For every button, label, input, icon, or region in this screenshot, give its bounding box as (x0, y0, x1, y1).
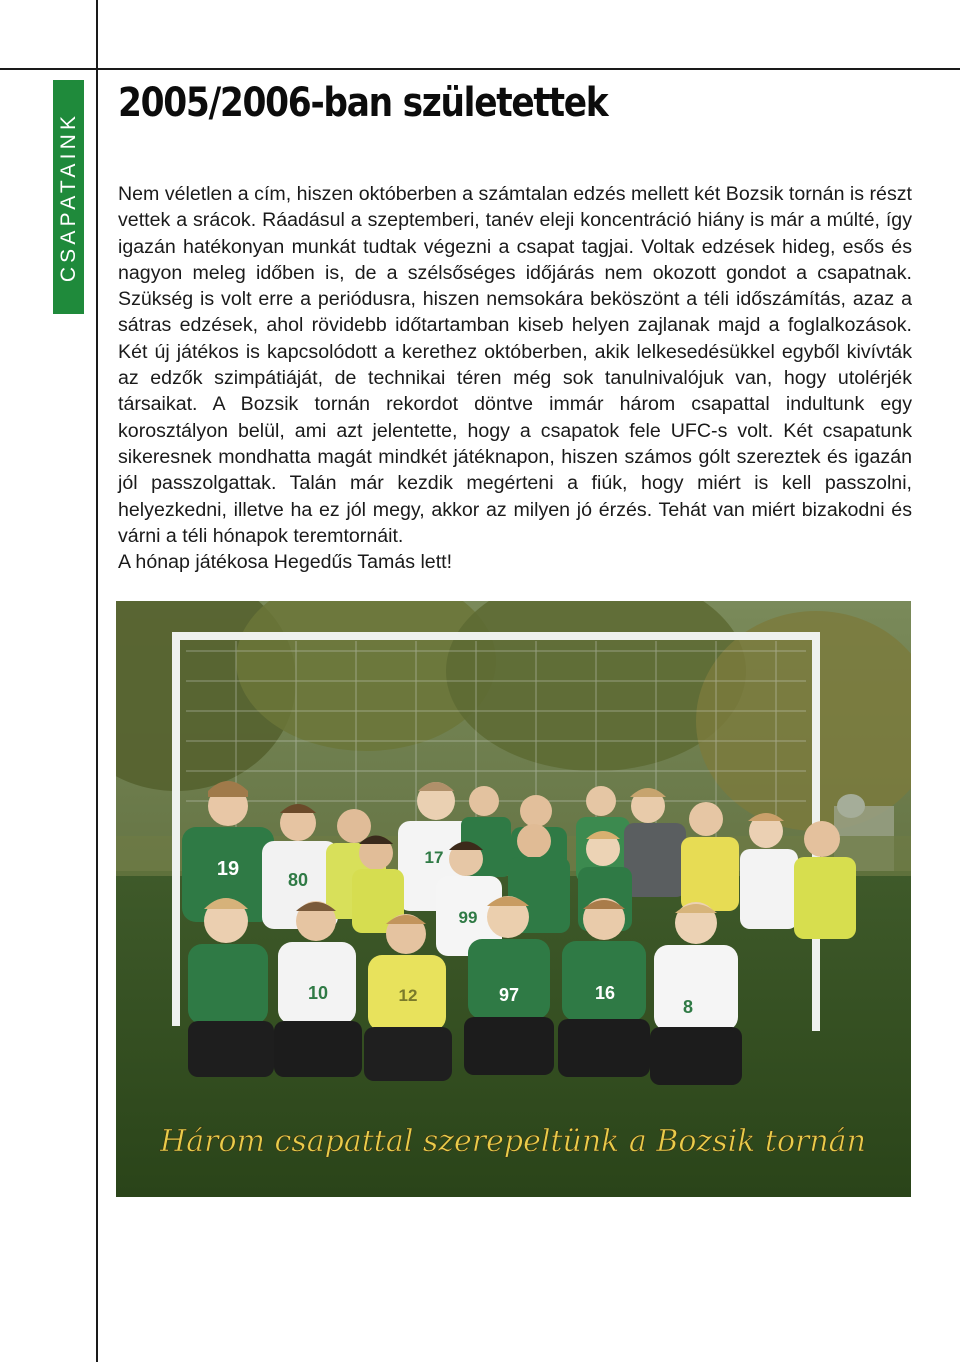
shirt-number: 16 (594, 983, 616, 1003)
shirt-number: 8 (682, 997, 694, 1017)
team-photo (116, 601, 911, 1197)
article-title: 2005/2006-ban születettek (118, 80, 608, 126)
shirt-number: 12 (398, 986, 418, 1005)
article-body (118, 181, 912, 575)
shirt-number: 17 (424, 848, 444, 867)
margin-rule-vertical (96, 0, 98, 1362)
player-of-month-line: A hónap játékosa Hegedűs Tamás lett! (118, 551, 453, 574)
section-tab-label: CSAPATAINK (56, 111, 80, 283)
shirt-number: 19 (216, 858, 240, 880)
shirt-number: 99 (458, 908, 478, 927)
shirt-number: 10 (307, 983, 329, 1003)
photo-caption: Három csapattal szerepeltünk a Bozsik tornán (160, 1124, 866, 1159)
shirt-number: 97 (498, 985, 520, 1005)
article-paragraph: Nem véletlen a cím, hiszen októberben a számtalan edzés mellett két Bozsik tornán is részt vettek a srácok. Ráadásul a szeptemberi, tanév eleji koncentráció hiány is már a múlté, így igazán hatékonyan munkát tudtak végezni a csapat tagjai. Voltak edzések hideg, esős és nagyon meleg időben is, de a szélsőséges időjárás nem okozott gondot a csapatnak. Szükség is volt erre a periódusra, hiszen nemsokára beköszönt a téli időszámítás, azaz a sátras edzések, ahol rövidebb időtartamban kiseb helyen zajlanak majd a foglalkozások. Két új játékos is kapcsolódott a kerethez októberben, akik lelkesedésükkel egyből kivívták az edzők szimpátiáját, de technikai téren még sok tanulnivalójuk van, hogy utolérjék társaikat. A Bozsik tornán rekordot döntve immár három csapattal indultunk egy korosztályon belül, ami azt jelentette, hogy a csapatok fele UFC-s volt. Két csapatunk sikeresnek mondhatta magát mindkét játéknapon, hiszen számos gólt szereztek és igazán jól passzolgattak. Talán már kezdik megérteni a fiúk, hogy miért is kell passzolni, helyezkedni, illetve ha ez jól megy, akkor az milyen jó érzés. Tehát van miért bizakodni és várni a téli hónapok teremtornáit. (118, 183, 912, 547)
shirt-number: 80 (287, 870, 309, 890)
section-tab (53, 80, 84, 314)
header-rule-horizontal (0, 68, 960, 70)
